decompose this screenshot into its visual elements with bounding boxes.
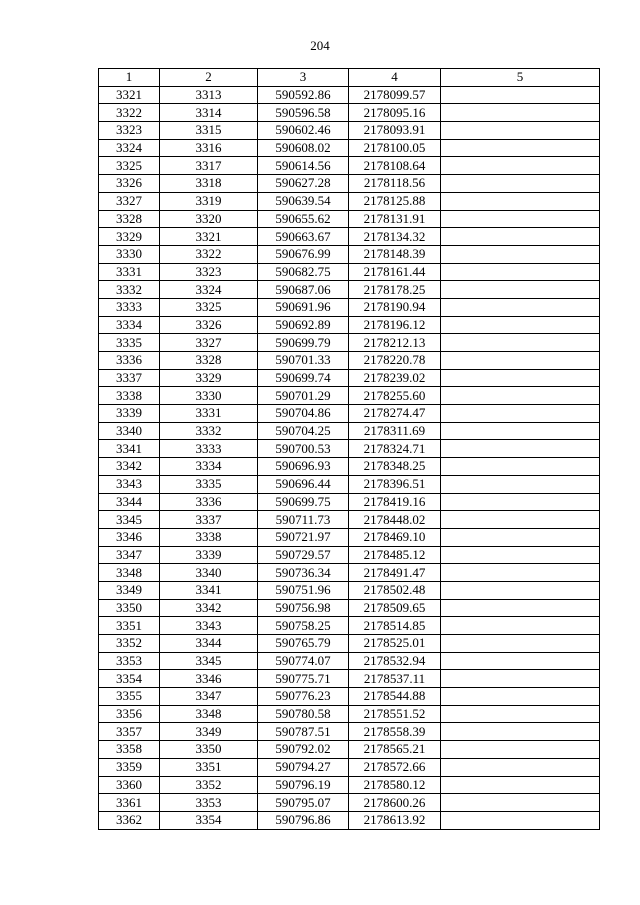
x-coordinate-cell: 590796.19: [258, 776, 349, 794]
note-cell: [441, 794, 600, 812]
column-header-5: 5: [441, 69, 600, 87]
column-header-4: 4: [349, 69, 441, 87]
x-coordinate-cell: 590676.99: [258, 245, 349, 263]
table-row: [99, 776, 600, 794]
y-coordinate-cell: 2178580.12: [349, 776, 441, 794]
x-coordinate-cell: 590627.28: [258, 175, 349, 193]
point-number-cell: 3333: [99, 298, 160, 316]
x-coordinate-cell: 590765.79: [258, 635, 349, 653]
x-coordinate-cell: 590696.44: [258, 475, 349, 493]
table-row: [99, 652, 600, 670]
note-cell: [441, 440, 600, 458]
note-cell: [441, 334, 600, 352]
reference-number-cell: 3324: [160, 281, 258, 299]
page-number: 204: [310, 38, 330, 53]
reference-number-cell: 3318: [160, 175, 258, 193]
note-cell: [441, 723, 600, 741]
y-coordinate-cell: 2178537.11: [349, 670, 441, 688]
reference-number-cell: 3339: [160, 546, 258, 564]
reference-number-cell: 3315: [160, 122, 258, 140]
y-coordinate-cell: 2178551.52: [349, 705, 441, 723]
x-coordinate-cell: 590776.23: [258, 688, 349, 706]
reference-number-cell: 3330: [160, 387, 258, 405]
y-coordinate-cell: 2178178.25: [349, 281, 441, 299]
point-number-cell: 3352: [99, 635, 160, 653]
note-cell: [441, 564, 600, 582]
x-coordinate-cell: 590596.58: [258, 104, 349, 122]
reference-number-cell: 3320: [160, 210, 258, 228]
reference-number-cell: 3353: [160, 794, 258, 812]
table-row: [99, 581, 600, 599]
note-cell: [441, 316, 600, 334]
note-cell: [441, 617, 600, 635]
note-cell: [441, 387, 600, 405]
y-coordinate-cell: 2178544.88: [349, 688, 441, 706]
y-coordinate-cell: 2178134.32: [349, 228, 441, 246]
point-number-cell: 3360: [99, 776, 160, 794]
reference-number-cell: 3328: [160, 352, 258, 370]
x-coordinate-cell: 590682.75: [258, 263, 349, 281]
table-header-row: [99, 69, 600, 87]
table-row: [99, 511, 600, 529]
note-cell: [441, 192, 600, 210]
point-number-cell: 3342: [99, 458, 160, 476]
y-coordinate-cell: 2178502.48: [349, 581, 441, 599]
table-row: [99, 405, 600, 423]
y-coordinate-cell: 2178485.12: [349, 546, 441, 564]
reference-number-cell: 3327: [160, 334, 258, 352]
x-coordinate-cell: 590602.46: [258, 122, 349, 140]
reference-number-cell: 3352: [160, 776, 258, 794]
y-coordinate-cell: 2178448.02: [349, 511, 441, 529]
y-coordinate-cell: 2178613.92: [349, 811, 441, 829]
note-cell: [441, 670, 600, 688]
note-cell: [441, 811, 600, 829]
reference-number-cell: 3329: [160, 369, 258, 387]
table-row: [99, 546, 600, 564]
y-coordinate-cell: 2178118.56: [349, 175, 441, 193]
y-coordinate-cell: 2178514.85: [349, 617, 441, 635]
note-cell: [441, 281, 600, 299]
table-body: [99, 86, 600, 829]
table-row: [99, 493, 600, 511]
note-cell: [441, 705, 600, 723]
x-coordinate-cell: 590775.71: [258, 670, 349, 688]
reference-number-cell: 3317: [160, 157, 258, 175]
table-row: [99, 723, 600, 741]
note-cell: [441, 652, 600, 670]
point-number-cell: 3361: [99, 794, 160, 812]
note-cell: [441, 405, 600, 423]
x-coordinate-cell: 590691.96: [258, 298, 349, 316]
table-row: [99, 758, 600, 776]
y-coordinate-cell: 2178131.91: [349, 210, 441, 228]
y-coordinate-cell: 2178274.47: [349, 405, 441, 423]
note-cell: [441, 422, 600, 440]
y-coordinate-cell: 2178565.21: [349, 741, 441, 759]
note-cell: [441, 228, 600, 246]
table-row: [99, 210, 600, 228]
point-number-cell: 3357: [99, 723, 160, 741]
note-cell: [441, 688, 600, 706]
table-row: [99, 564, 600, 582]
point-number-cell: 3322: [99, 104, 160, 122]
x-coordinate-cell: 590700.53: [258, 440, 349, 458]
y-coordinate-cell: 2178532.94: [349, 652, 441, 670]
x-coordinate-cell: 590608.02: [258, 139, 349, 157]
y-coordinate-cell: 2178196.12: [349, 316, 441, 334]
x-coordinate-cell: 590721.97: [258, 528, 349, 546]
y-coordinate-cell: 2178255.60: [349, 387, 441, 405]
x-coordinate-cell: 590699.79: [258, 334, 349, 352]
point-number-cell: 3353: [99, 652, 160, 670]
reference-number-cell: 3346: [160, 670, 258, 688]
note-cell: [441, 175, 600, 193]
point-number-cell: 3348: [99, 564, 160, 582]
point-number-cell: 3336: [99, 352, 160, 370]
x-coordinate-cell: 590663.67: [258, 228, 349, 246]
point-number-cell: 3331: [99, 263, 160, 281]
point-number-cell: 3321: [99, 86, 160, 104]
point-number-cell: 3337: [99, 369, 160, 387]
reference-number-cell: 3337: [160, 511, 258, 529]
reference-number-cell: 3343: [160, 617, 258, 635]
table-row: [99, 794, 600, 812]
x-coordinate-cell: 590696.93: [258, 458, 349, 476]
table-row: [99, 175, 600, 193]
reference-number-cell: 3351: [160, 758, 258, 776]
reference-number-cell: 3323: [160, 263, 258, 281]
table-row: [99, 139, 600, 157]
note-cell: [441, 528, 600, 546]
y-coordinate-cell: 2178348.25: [349, 458, 441, 476]
y-coordinate-cell: 2178324.71: [349, 440, 441, 458]
point-number-cell: 3358: [99, 741, 160, 759]
note-cell: [441, 298, 600, 316]
table-row: [99, 635, 600, 653]
reference-number-cell: 3340: [160, 564, 258, 582]
reference-number-cell: 3338: [160, 528, 258, 546]
note-cell: [441, 104, 600, 122]
note-cell: [441, 263, 600, 281]
column-header-2: 2: [160, 69, 258, 87]
reference-number-cell: 3349: [160, 723, 258, 741]
point-number-cell: 3326: [99, 175, 160, 193]
point-number-cell: 3340: [99, 422, 160, 440]
y-coordinate-cell: 2178190.94: [349, 298, 441, 316]
x-coordinate-cell: 590729.57: [258, 546, 349, 564]
table-row: [99, 617, 600, 635]
note-cell: [441, 210, 600, 228]
reference-number-cell: 3326: [160, 316, 258, 334]
point-number-cell: 3329: [99, 228, 160, 246]
point-number-cell: 3330: [99, 245, 160, 263]
point-number-cell: 3362: [99, 811, 160, 829]
reference-number-cell: 3319: [160, 192, 258, 210]
note-cell: [441, 139, 600, 157]
reference-number-cell: 3342: [160, 599, 258, 617]
x-coordinate-cell: 590699.74: [258, 369, 349, 387]
point-number-cell: 3350: [99, 599, 160, 617]
table-row: [99, 741, 600, 759]
table-row: [99, 298, 600, 316]
table-row: [99, 688, 600, 706]
point-number-cell: 3346: [99, 528, 160, 546]
note-cell: [441, 635, 600, 653]
reference-number-cell: 3341: [160, 581, 258, 599]
y-coordinate-cell: 2178419.16: [349, 493, 441, 511]
y-coordinate-cell: 2178311.69: [349, 422, 441, 440]
point-number-cell: 3345: [99, 511, 160, 529]
reference-number-cell: 3335: [160, 475, 258, 493]
note-cell: [441, 493, 600, 511]
note-cell: [441, 776, 600, 794]
table-row: [99, 104, 600, 122]
x-coordinate-cell: 590794.27: [258, 758, 349, 776]
table-row: [99, 86, 600, 104]
table-row: [99, 387, 600, 405]
table-row: [99, 670, 600, 688]
x-coordinate-cell: 590780.58: [258, 705, 349, 723]
x-coordinate-cell: 590592.86: [258, 86, 349, 104]
point-number-cell: 3327: [99, 192, 160, 210]
y-coordinate-cell: 2178093.91: [349, 122, 441, 140]
y-coordinate-cell: 2178509.65: [349, 599, 441, 617]
x-coordinate-cell: 590756.98: [258, 599, 349, 617]
table-row: [99, 599, 600, 617]
x-coordinate-cell: 590614.56: [258, 157, 349, 175]
reference-number-cell: 3354: [160, 811, 258, 829]
x-coordinate-cell: 590655.62: [258, 210, 349, 228]
y-coordinate-cell: 2178469.10: [349, 528, 441, 546]
table-row: [99, 192, 600, 210]
x-coordinate-cell: 590692.89: [258, 316, 349, 334]
x-coordinate-cell: 590774.07: [258, 652, 349, 670]
table-row: [99, 369, 600, 387]
reference-number-cell: 3316: [160, 139, 258, 157]
table-row: [99, 422, 600, 440]
reference-number-cell: 3314: [160, 104, 258, 122]
table-row: [99, 528, 600, 546]
note-cell: [441, 581, 600, 599]
point-number-cell: 3354: [99, 670, 160, 688]
point-number-cell: 3334: [99, 316, 160, 334]
reference-number-cell: 3344: [160, 635, 258, 653]
x-coordinate-cell: 590699.75: [258, 493, 349, 511]
y-coordinate-cell: 2178212.13: [349, 334, 441, 352]
point-number-cell: 3323: [99, 122, 160, 140]
x-coordinate-cell: 590736.34: [258, 564, 349, 582]
point-number-cell: 3359: [99, 758, 160, 776]
x-coordinate-cell: 590751.96: [258, 581, 349, 599]
note-cell: [441, 758, 600, 776]
point-number-cell: 3343: [99, 475, 160, 493]
point-number-cell: 3351: [99, 617, 160, 635]
y-coordinate-cell: 2178491.47: [349, 564, 441, 582]
y-coordinate-cell: 2178100.05: [349, 139, 441, 157]
table-row: [99, 811, 600, 829]
point-number-cell: 3356: [99, 705, 160, 723]
y-coordinate-cell: 2178161.44: [349, 263, 441, 281]
x-coordinate-cell: 590639.54: [258, 192, 349, 210]
note-cell: [441, 599, 600, 617]
reference-number-cell: 3313: [160, 86, 258, 104]
y-coordinate-cell: 2178125.88: [349, 192, 441, 210]
reference-number-cell: 3333: [160, 440, 258, 458]
note-cell: [441, 157, 600, 175]
table-row: [99, 352, 600, 370]
point-number-cell: 3341: [99, 440, 160, 458]
point-number-cell: 3339: [99, 405, 160, 423]
column-header-1: 1: [99, 69, 160, 87]
note-cell: [441, 475, 600, 493]
y-coordinate-cell: 2178108.64: [349, 157, 441, 175]
note-cell: [441, 546, 600, 564]
x-coordinate-cell: 590787.51: [258, 723, 349, 741]
point-number-cell: 3347: [99, 546, 160, 564]
table-row: [99, 334, 600, 352]
x-coordinate-cell: 590711.73: [258, 511, 349, 529]
table-row: [99, 263, 600, 281]
x-coordinate-cell: 590758.25: [258, 617, 349, 635]
note-cell: [441, 369, 600, 387]
reference-number-cell: 3336: [160, 493, 258, 511]
coordinates-table: [98, 68, 600, 830]
x-coordinate-cell: 590795.07: [258, 794, 349, 812]
table-row: [99, 122, 600, 140]
column-header-3: 3: [258, 69, 349, 87]
y-coordinate-cell: 2178572.66: [349, 758, 441, 776]
point-number-cell: 3349: [99, 581, 160, 599]
point-number-cell: 3328: [99, 210, 160, 228]
point-number-cell: 3325: [99, 157, 160, 175]
y-coordinate-cell: 2178396.51: [349, 475, 441, 493]
x-coordinate-cell: 590701.29: [258, 387, 349, 405]
table-row: [99, 316, 600, 334]
reference-number-cell: 3345: [160, 652, 258, 670]
y-coordinate-cell: 2178525.01: [349, 635, 441, 653]
note-cell: [441, 245, 600, 263]
x-coordinate-cell: 590687.06: [258, 281, 349, 299]
reference-number-cell: 3332: [160, 422, 258, 440]
x-coordinate-cell: 590704.86: [258, 405, 349, 423]
note-cell: [441, 122, 600, 140]
table-row: [99, 281, 600, 299]
table-row: [99, 705, 600, 723]
y-coordinate-cell: 2178600.26: [349, 794, 441, 812]
reference-number-cell: 3334: [160, 458, 258, 476]
reference-number-cell: 3347: [160, 688, 258, 706]
table-row: [99, 440, 600, 458]
x-coordinate-cell: 590704.25: [258, 422, 349, 440]
reference-number-cell: 3325: [160, 298, 258, 316]
y-coordinate-cell: 2178095.16: [349, 104, 441, 122]
note-cell: [441, 741, 600, 759]
table-row: [99, 157, 600, 175]
reference-number-cell: 3322: [160, 245, 258, 263]
y-coordinate-cell: 2178220.78: [349, 352, 441, 370]
y-coordinate-cell: 2178239.02: [349, 369, 441, 387]
point-number-cell: 3332: [99, 281, 160, 299]
note-cell: [441, 511, 600, 529]
x-coordinate-cell: 590701.33: [258, 352, 349, 370]
point-number-cell: 3338: [99, 387, 160, 405]
y-coordinate-cell: 2178558.39: [349, 723, 441, 741]
point-number-cell: 3355: [99, 688, 160, 706]
x-coordinate-cell: 590792.02: [258, 741, 349, 759]
reference-number-cell: 3350: [160, 741, 258, 759]
reference-number-cell: 3348: [160, 705, 258, 723]
note-cell: [441, 352, 600, 370]
y-coordinate-cell: 2178148.39: [349, 245, 441, 263]
reference-number-cell: 3331: [160, 405, 258, 423]
table-row: [99, 458, 600, 476]
note-cell: [441, 86, 600, 104]
x-coordinate-cell: 590796.86: [258, 811, 349, 829]
table-row: [99, 245, 600, 263]
y-coordinate-cell: 2178099.57: [349, 86, 441, 104]
table-row: [99, 228, 600, 246]
point-number-cell: 3324: [99, 139, 160, 157]
reference-number-cell: 3321: [160, 228, 258, 246]
table-row: [99, 475, 600, 493]
note-cell: [441, 458, 600, 476]
point-number-cell: 3344: [99, 493, 160, 511]
point-number-cell: 3335: [99, 334, 160, 352]
